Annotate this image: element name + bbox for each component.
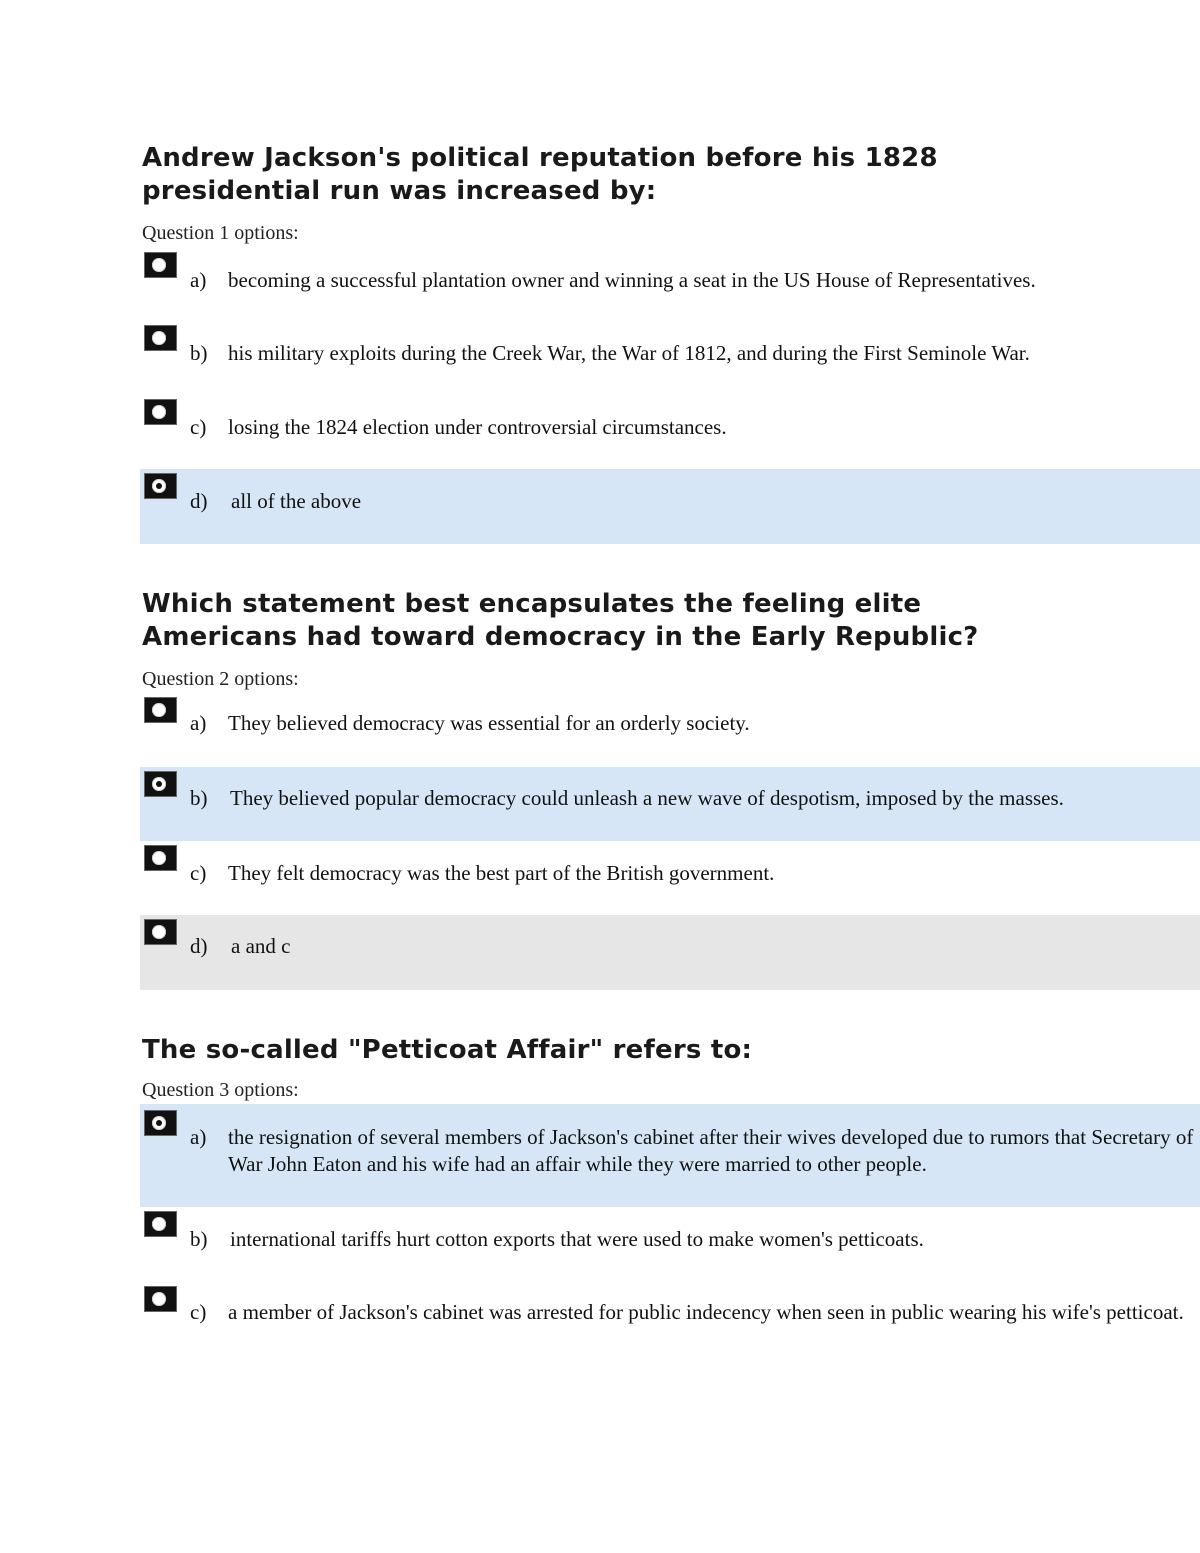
question-title: Andrew Jackson's political reputation before his 1828 presidential run was increased by: [142, 143, 938, 206]
option-text: international tariffs hurt cotton exports that were used to make women's petticoats. [230, 1227, 924, 1251]
radio-button[interactable] [144, 1211, 177, 1237]
option-q3-c[interactable] [140, 1284, 1200, 1364]
radio-button-selected[interactable] [144, 1110, 177, 1136]
option-text: the resignation of several members of Jackson's cabinet after their wives developed due to rumors that Secretary of War John Eaton and his wife had an affair while they were married to other people. [228, 1125, 1194, 1176]
option-q1-a[interactable] [140, 250, 1200, 310]
radio-button[interactable] [144, 1286, 177, 1312]
radio-button[interactable] [144, 325, 177, 351]
question-1 [140, 142, 1200, 245]
option-text: They believed popular democracy could unleash a new wave of despotism, imposed by the masses. [230, 786, 1064, 810]
option-q1-c[interactable] [140, 397, 1200, 457]
radio-button-selected[interactable] [144, 473, 177, 499]
option-letter: c) [190, 415, 207, 439]
option-text: They felt democracy was the best part of the British government. [228, 861, 775, 885]
option-letter: b) [190, 1227, 208, 1251]
option-q2-d[interactable] [140, 915, 1200, 990]
option-text: his military exploits during the Creek War, the War of 1812, and during the First Seminole War. [228, 341, 1030, 365]
option-letter: b) [190, 341, 208, 365]
option-letter: a) [190, 711, 207, 735]
option-text: becoming a successful plantation owner and winning a seat in the US House of Representatives. [228, 268, 1036, 292]
question-options-label: Question 1 options: [142, 222, 299, 244]
radio-button[interactable] [144, 252, 177, 278]
option-q3-a[interactable] [140, 1104, 1200, 1207]
option-text: a member of Jackson's cabinet was arrested for public indecency when seen in public wearing his wife's petticoat. [228, 1300, 1184, 1324]
option-letter: a) [190, 268, 207, 292]
radio-button[interactable] [144, 697, 177, 723]
option-letter: d) [190, 489, 208, 513]
option-text: all of the above [231, 489, 362, 513]
option-letter: a) [190, 1125, 207, 1149]
radio-button-selected[interactable] [144, 771, 177, 797]
option-q1-d[interactable] [140, 469, 1200, 544]
radio-button[interactable] [144, 919, 177, 945]
option-text: a and c [231, 934, 291, 958]
option-text: They believed democracy was essential for an orderly society. [228, 711, 750, 735]
option-letter: d) [190, 934, 208, 958]
option-q3-b[interactable] [140, 1209, 1200, 1269]
radio-button[interactable] [144, 845, 177, 871]
radio-button[interactable] [144, 399, 177, 425]
option-text: losing the 1824 election under controversial circumstances. [228, 415, 727, 439]
question-title: The so-called "Petticoat Affair" refers to: [142, 1035, 753, 1065]
option-letter: b) [190, 786, 208, 810]
option-q2-a[interactable] [140, 695, 1200, 755]
option-letter: c) [190, 861, 207, 885]
question-2 [140, 588, 1200, 691]
question-3 [140, 1034, 1200, 1102]
option-letter: c) [190, 1300, 207, 1324]
option-q1-b[interactable] [140, 323, 1200, 383]
question-options-label: Question 2 options: [142, 668, 299, 690]
question-options-label: Question 3 options: [142, 1079, 299, 1101]
question-title: Which statement best encapsulates the feeling elite Americans had toward democracy in the Early Republic? [142, 589, 979, 652]
option-q2-b[interactable] [140, 767, 1200, 841]
option-q2-c[interactable] [140, 843, 1200, 903]
